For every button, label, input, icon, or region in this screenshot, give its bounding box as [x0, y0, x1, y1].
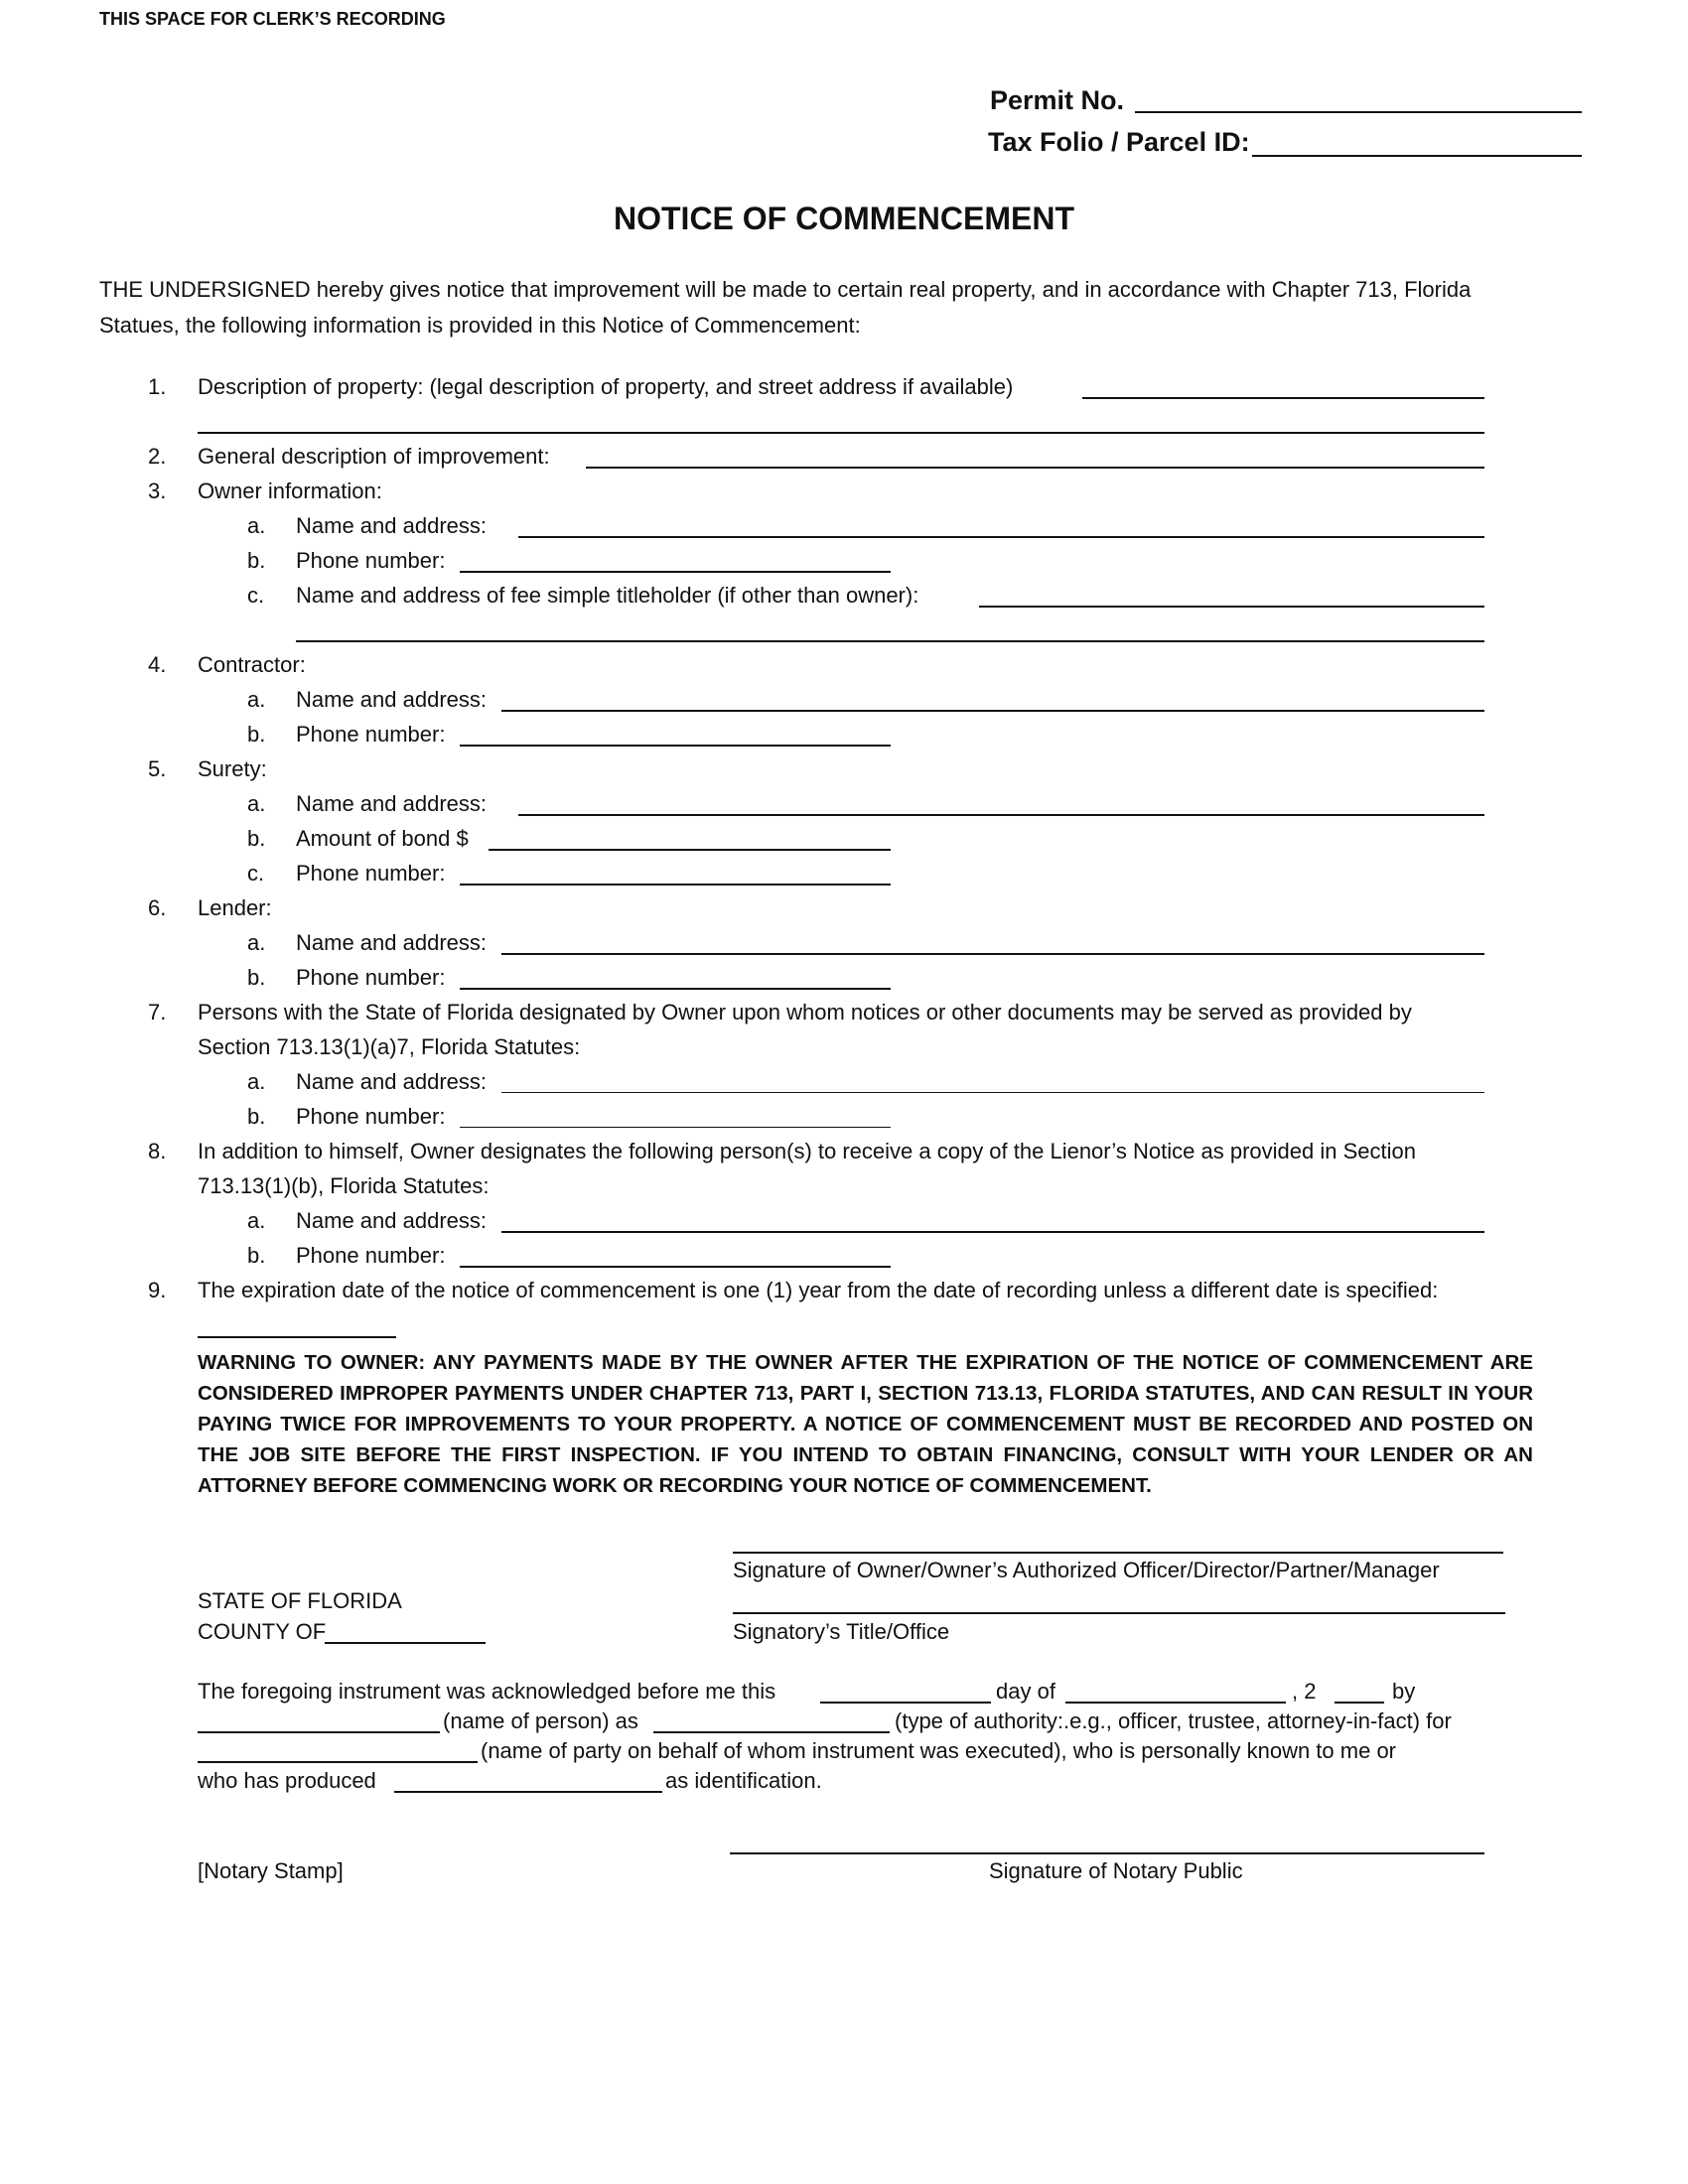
lender-phone-label: Phone number: [296, 965, 446, 990]
county-label: COUNTY OF [198, 1619, 327, 1644]
sub-item-letter: a. [247, 687, 266, 712]
lienor-phone-label: Phone number: [296, 1243, 446, 1268]
sub-item-letter: b. [247, 722, 266, 747]
property-description-field[interactable] [1082, 397, 1484, 399]
notary-stamp-label: [Notary Stamp] [198, 1858, 344, 1883]
titleholder-field[interactable] [979, 606, 1484, 608]
lender-heading: Lender: [198, 895, 272, 920]
ack-day-field[interactable] [820, 1702, 991, 1704]
surety-name-address-field[interactable] [518, 814, 1484, 816]
state-of-florida-label: STATE OF FLORIDA [198, 1588, 402, 1613]
ack-text: , 2 [1292, 1679, 1317, 1704]
lienor-name-address-label: Name and address: [296, 1208, 487, 1233]
owner-signature-label: Signature of Owner/Owner’s Authorized Officer/Director/Partner/Manager [733, 1558, 1440, 1582]
titleholder-label: Name and address of fee simple titleholder (if other than owner): [296, 583, 919, 608]
ack-party-name-field[interactable] [198, 1761, 478, 1763]
page-title: NOTICE OF COMMENCEMENT [614, 201, 1074, 236]
item-number: 5. [148, 756, 167, 781]
tax-folio-field[interactable] [1252, 155, 1582, 157]
designated-persons-text-line-1: Persons with the State of Florida designated by Owner upon whom notices or other documents may be served as provided by [198, 1000, 1412, 1024]
ack-text: by [1392, 1679, 1416, 1704]
ack-text: The foregoing instrument was acknowledged before me this [198, 1679, 776, 1704]
item-number: 4. [148, 652, 167, 677]
ack-month-field[interactable] [1065, 1702, 1286, 1704]
contractor-heading: Contractor: [198, 652, 306, 677]
signatory-title-field[interactable] [733, 1612, 1505, 1614]
designated-name-address-label: Name and address: [296, 1069, 487, 1094]
sub-item-letter: c. [247, 861, 265, 886]
intro-line-2: Statues, the following information is provided in this Notice of Commencement: [99, 313, 861, 338]
county-field[interactable] [325, 1642, 486, 1644]
lienor-phone-field[interactable] [460, 1266, 891, 1268]
bond-amount-field[interactable] [489, 849, 891, 851]
ack-text: (name of person) as [443, 1708, 638, 1733]
ack-year-field[interactable] [1335, 1702, 1384, 1704]
designated-persons-text-line-2: Section 713.13(1)(a)7, Florida Statutes: [198, 1034, 581, 1059]
contractor-phone-field[interactable] [460, 745, 891, 747]
lender-phone-field[interactable] [460, 988, 891, 990]
surety-heading: Surety: [198, 756, 267, 781]
owner-name-address-field[interactable] [518, 536, 1484, 538]
designated-name-address-field[interactable] [501, 1092, 1484, 1093]
sub-item-letter: a. [247, 513, 266, 538]
designated-phone-label: Phone number: [296, 1104, 446, 1129]
sub-item-letter: b. [247, 1243, 266, 1268]
intro-line-1: THE UNDERSIGNED hereby gives notice that improvement will be made to certain real property, and in accordance with Chapter 713, Florida [99, 277, 1472, 302]
property-description-field-line-2[interactable] [198, 432, 1484, 434]
tax-folio-label: Tax Folio / Parcel ID: [988, 127, 1250, 157]
surety-name-address-label: Name and address: [296, 791, 487, 816]
lender-name-address-label: Name and address: [296, 930, 487, 955]
sub-item-letter: b. [247, 548, 266, 573]
warning-to-owner: WARNING TO OWNER: ANY PAYMENTS MADE BY THE OWNER AFTER THE EXPIRATION OF THE NOTICE OF COMMENCEMENT ARE CONSIDERED IMPROPER PAYMENTS UNDER CHAPTER 713, PART I, SECTION 713.13, FLORIDA STATUTES, AND CAN RESULT IN YOUR PAYING TWICE FOR IMPROVEMENTS TO YOUR PROPERTY. A NOTICE OF COMMENCEMENT MUST BE RECORDED AND POSTED ON THE JOB SITE BEFORE THE FIRST INSPECTION. IF YOU INTEND TO OBTAIN FINANCING, CONSULT WITH YOUR LENDER OR AN ATTORNEY BEFORE COMMENCING WORK OR RECORDING YOUR NOTICE OF COMMENCEMENT. [198, 1351, 1533, 1497]
clerk-recording-space-label: THIS SPACE FOR CLERK’S RECORDING [99, 9, 446, 29]
owner-information-heading: Owner information: [198, 478, 382, 503]
lienor-notice-text-line-1: In addition to himself, Owner designates the following person(s) to receive a copy of the Lienor’s Notice as provided in Section [198, 1139, 1416, 1163]
contractor-name-address-field[interactable] [501, 710, 1484, 712]
owner-phone-field[interactable] [460, 571, 891, 573]
ack-text: (type of authority:.e.g., officer, trustee, attorney-in-fact) for [895, 1708, 1452, 1733]
sub-item-letter: a. [247, 1208, 266, 1233]
contractor-name-address-label: Name and address: [296, 687, 487, 712]
notary-signature-field[interactable] [730, 1852, 1484, 1854]
signatory-title-label: Signatory’s Title/Office [733, 1619, 950, 1644]
ack-text: as identification. [665, 1768, 822, 1793]
sub-item-letter: b. [247, 826, 266, 851]
expiration-date-text: The expiration date of the notice of commencement is one (1) year from the date of recording unless a different date is specified: [198, 1278, 1439, 1302]
permit-no-field[interactable] [1135, 111, 1582, 113]
item-number: 2. [148, 444, 167, 469]
sub-item-letter: b. [247, 965, 266, 990]
sub-item-letter: b. [247, 1104, 266, 1129]
owner-phone-label: Phone number: [296, 548, 446, 573]
ack-text: who has produced [198, 1768, 376, 1793]
expiration-date-field[interactable] [198, 1336, 396, 1338]
ack-text: (name of party on behalf of whom instrument was executed), who is personally known to me or [481, 1738, 1397, 1763]
item-number: 6. [148, 895, 167, 920]
ack-authority-type-field[interactable] [653, 1731, 890, 1733]
sub-item-letter: c. [247, 583, 265, 608]
item-number: 7. [148, 1000, 167, 1024]
surety-phone-label: Phone number: [296, 861, 446, 886]
item-number: 3. [148, 478, 167, 503]
bond-amount-label: Amount of bond $ [296, 826, 469, 851]
owner-signature-field[interactable] [733, 1552, 1503, 1554]
ack-identification-field[interactable] [394, 1791, 662, 1793]
item-number: 8. [148, 1139, 167, 1163]
lienor-name-address-field[interactable] [501, 1231, 1484, 1233]
titleholder-field-line-2[interactable] [296, 640, 1484, 642]
owner-name-address-label: Name and address: [296, 513, 487, 538]
contractor-phone-label: Phone number: [296, 722, 446, 747]
designated-phone-field[interactable] [460, 1127, 891, 1128]
property-description-label: Description of property: (legal description of property, and street address if available) [198, 374, 1014, 399]
lender-name-address-field[interactable] [501, 953, 1484, 955]
sub-item-letter: a. [247, 1069, 266, 1094]
item-number: 9. [148, 1278, 167, 1302]
sub-item-letter: a. [247, 791, 266, 816]
item-number: 1. [148, 374, 167, 399]
surety-phone-field[interactable] [460, 884, 891, 886]
notary-signature-label: Signature of Notary Public [989, 1858, 1243, 1883]
lienor-notice-text-line-2: 713.13(1)(b), Florida Statutes: [198, 1173, 490, 1198]
improvement-description-label: General description of improvement: [198, 444, 550, 469]
permit-no-label: Permit No. [990, 85, 1125, 115]
sub-item-letter: a. [247, 930, 266, 955]
improvement-description-field[interactable] [586, 467, 1484, 469]
ack-text: day of [996, 1679, 1055, 1704]
ack-person-name-field[interactable] [198, 1731, 440, 1733]
